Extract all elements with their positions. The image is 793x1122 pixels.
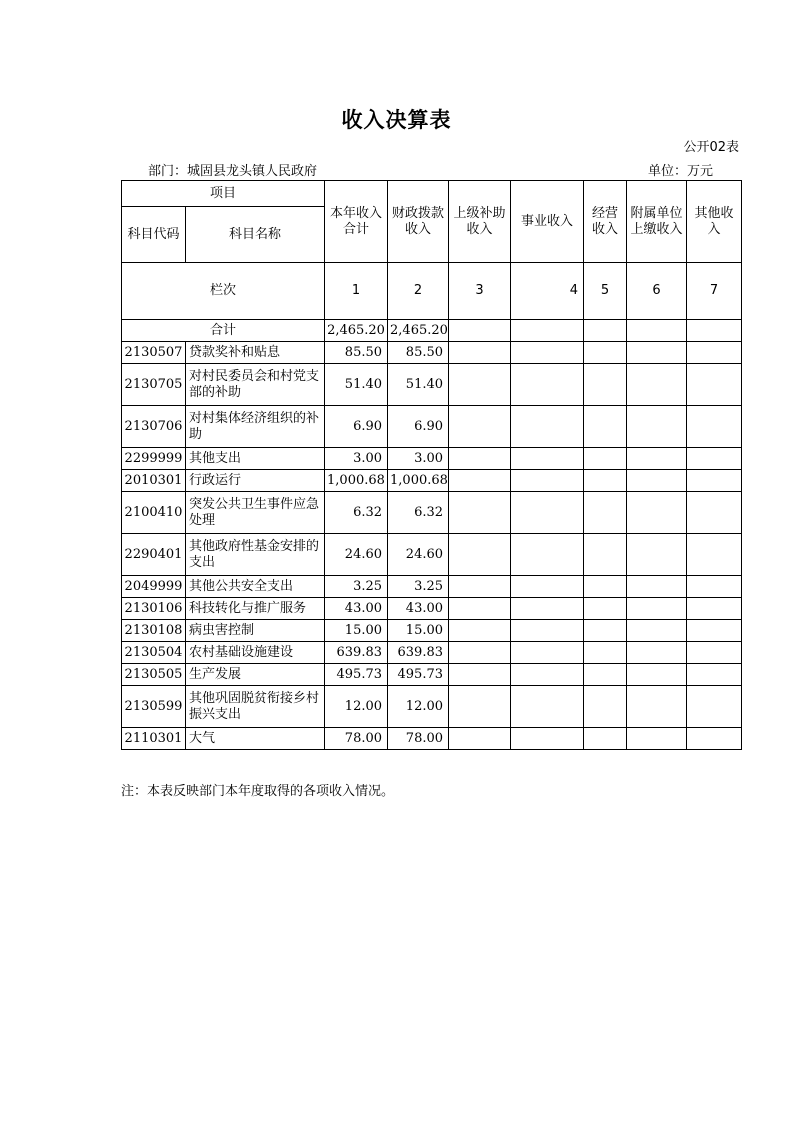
header-col1: 本年收入合计 bbox=[325, 181, 388, 263]
row-code: 2130599 bbox=[122, 686, 186, 728]
footnote: 注：本表反映部门本年度取得的各项收入情况。 bbox=[121, 784, 395, 799]
row-col2: 495.73 bbox=[388, 664, 449, 686]
lanci-n5: 5 bbox=[584, 263, 627, 320]
table-row bbox=[122, 342, 742, 364]
row-code: 2010301 bbox=[122, 470, 186, 492]
row-col2: 6.32 bbox=[388, 492, 449, 534]
row-col1: 3.25 bbox=[325, 576, 388, 598]
row-col1: 3.00 bbox=[325, 448, 388, 470]
row-name: 科技转化与推广服务 bbox=[186, 598, 325, 620]
row-col1: 78.00 bbox=[325, 728, 388, 750]
row-col2: 15.00 bbox=[388, 620, 449, 642]
table-row bbox=[122, 728, 742, 750]
row-code: 2290401 bbox=[122, 534, 186, 576]
row-col1: 85.50 bbox=[325, 342, 388, 364]
table-row bbox=[122, 686, 742, 728]
row-col2: 24.60 bbox=[388, 534, 449, 576]
page-title: 收入决算表 bbox=[341, 108, 452, 132]
row-col1: 6.90 bbox=[325, 406, 388, 448]
row-col2: 3.00 bbox=[388, 448, 449, 470]
unit-label: 单位：万元 bbox=[648, 164, 714, 179]
row-name: 其他支出 bbox=[186, 448, 325, 470]
table-row bbox=[122, 664, 742, 686]
row-name: 病虫害控制 bbox=[186, 620, 325, 642]
row-col1: 639.83 bbox=[325, 642, 388, 664]
row-name: 其他政府性基金安排的支出 bbox=[186, 534, 325, 576]
row-col2: 43.00 bbox=[388, 598, 449, 620]
row-col2: 6.90 bbox=[388, 406, 449, 448]
row-col2: 51.40 bbox=[388, 364, 449, 406]
header-project: 项目 bbox=[122, 181, 325, 207]
total-row bbox=[122, 320, 742, 342]
row-col1: 1,000.68 bbox=[325, 470, 388, 492]
row-code: 2100410 bbox=[122, 492, 186, 534]
table-row bbox=[122, 642, 742, 664]
row-name: 生产发展 bbox=[186, 664, 325, 686]
row-name: 农村基础设施建设 bbox=[186, 642, 325, 664]
total-col2: 2,465.20 bbox=[388, 320, 449, 342]
header-col7: 其他收入 bbox=[687, 181, 742, 263]
row-name: 突发公共卫生事件应急处理 bbox=[186, 492, 325, 534]
header-col6: 附属单位上缴收入 bbox=[627, 181, 687, 263]
income-table bbox=[121, 180, 742, 750]
row-col1: 6.32 bbox=[325, 492, 388, 534]
header-row-1 bbox=[122, 181, 742, 207]
row-col1: 24.60 bbox=[325, 534, 388, 576]
row-code: 2130507 bbox=[122, 342, 186, 364]
header-col5: 经营收入 bbox=[584, 181, 627, 263]
table-row bbox=[122, 406, 742, 448]
row-col1: 495.73 bbox=[325, 664, 388, 686]
row-name: 其他公共安全支出 bbox=[186, 576, 325, 598]
table-row bbox=[122, 534, 742, 576]
department-label: 部门：城固县龙头镇人民政府 bbox=[148, 164, 318, 179]
lanci-n1: 1 bbox=[325, 263, 388, 320]
table-row bbox=[122, 576, 742, 598]
lanci-label: 栏次 bbox=[122, 263, 325, 320]
form-number: 公开02表 bbox=[683, 140, 739, 155]
row-name: 大气 bbox=[186, 728, 325, 750]
row-col1: 15.00 bbox=[325, 620, 388, 642]
row-name: 其他巩固脱贫衔接乡村振兴支出 bbox=[186, 686, 325, 728]
row-col2: 85.50 bbox=[388, 342, 449, 364]
row-code: 2049999 bbox=[122, 576, 186, 598]
lanci-row bbox=[122, 263, 742, 320]
header-col4: 事业收入 bbox=[511, 181, 584, 263]
row-col1: 43.00 bbox=[325, 598, 388, 620]
header-code: 科目代码 bbox=[122, 207, 186, 263]
table-row bbox=[122, 470, 742, 492]
row-name: 对村集体经济组织的补助 bbox=[186, 406, 325, 448]
header-name: 科目名称 bbox=[186, 207, 325, 263]
row-code: 2299999 bbox=[122, 448, 186, 470]
row-code: 2130505 bbox=[122, 664, 186, 686]
lanci-n3: 3 bbox=[449, 263, 511, 320]
lanci-n4: 4 bbox=[511, 263, 584, 320]
row-col2: 1,000.68 bbox=[388, 470, 449, 492]
table-row bbox=[122, 448, 742, 470]
total-col1: 2,465.20 bbox=[325, 320, 388, 342]
header-col3: 上级补助收入 bbox=[449, 181, 511, 263]
total-label: 合计 bbox=[122, 320, 325, 342]
table-row bbox=[122, 492, 742, 534]
row-col1: 12.00 bbox=[325, 686, 388, 728]
lanci-n6: 6 bbox=[627, 263, 687, 320]
row-col2: 12.00 bbox=[388, 686, 449, 728]
row-col2: 3.25 bbox=[388, 576, 449, 598]
row-name: 贷款奖补和贴息 bbox=[186, 342, 325, 364]
row-code: 2110301 bbox=[122, 728, 186, 750]
lanci-n7: 7 bbox=[687, 263, 742, 320]
row-code: 2130705 bbox=[122, 364, 186, 406]
row-code: 2130504 bbox=[122, 642, 186, 664]
row-code: 2130706 bbox=[122, 406, 186, 448]
row-col2: 78.00 bbox=[388, 728, 449, 750]
table-row bbox=[122, 620, 742, 642]
lanci-n2: 2 bbox=[388, 263, 449, 320]
row-col2: 639.83 bbox=[388, 642, 449, 664]
table-row bbox=[122, 364, 742, 406]
header-col2: 财政拨款收入 bbox=[388, 181, 449, 263]
row-name: 行政运行 bbox=[186, 470, 325, 492]
table-row bbox=[122, 598, 742, 620]
row-name: 对村民委员会和村党支部的补助 bbox=[186, 364, 325, 406]
row-code: 2130108 bbox=[122, 620, 186, 642]
row-col1: 51.40 bbox=[325, 364, 388, 406]
row-code: 2130106 bbox=[122, 598, 186, 620]
